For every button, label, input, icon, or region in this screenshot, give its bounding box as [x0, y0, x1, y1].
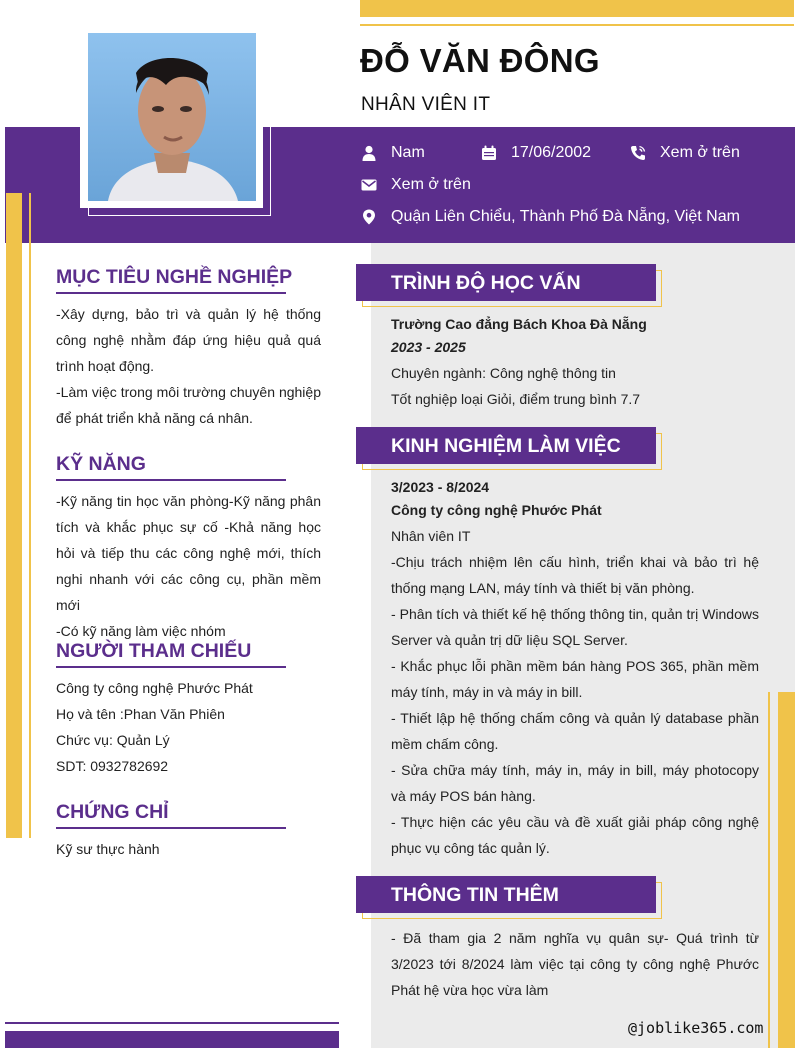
contact-email: [361, 176, 471, 194]
reference-line: SDT: 0932782692: [56, 758, 169, 774]
gender-value: Nam: [391, 144, 425, 161]
email-value: Xem ở trên: [391, 176, 471, 193]
location-icon: [361, 209, 377, 225]
email-icon: [361, 177, 377, 193]
objective-section: [56, 266, 321, 431]
experience-duty: - Thiết lập hệ thống chấm công và quản lý database phần mềm chấm công.: [391, 710, 759, 752]
reference-line: Họ và tên :Phan Văn Phiên: [56, 706, 225, 722]
education-school: Trường Cao đẳng Bách Khoa Đà Nẵng: [391, 316, 647, 332]
experience-content: [391, 477, 759, 861]
experience-duty: - Khắc phục lỗi phần mềm bán hàng POS 365, phần mềm máy tính, máy in và máy in bill.: [391, 658, 759, 700]
experience-duty: - Phân tích và thiết kế hệ thống thông tin, quản trị Windows Server và quản trị dữ liệu SQL Server.: [391, 606, 759, 648]
references-heading: NGƯỜI THAM CHIẾU: [56, 640, 252, 662]
top-gold-line: [360, 24, 794, 26]
experience-duty: - Sửa chữa máy tính, máy in, máy in bill, máy photocopy và máy POS bán hàng.: [391, 762, 759, 804]
objective-line: -Xây dựng, bảo trì và quản lý hệ thống công nghệ nhằm đáp ứng hiệu quả quá trình hoạt động.: [56, 306, 321, 374]
bottom-purple-bar: [5, 1031, 339, 1048]
contact-birthday: [481, 144, 591, 162]
birthday-value: 17/06/2002: [511, 144, 592, 161]
education-content: [391, 314, 759, 412]
certificates-heading: CHỨNG CHỈ: [56, 801, 169, 823]
phone-icon: [630, 145, 646, 161]
experience-duty: -Chịu trách nhiệm lên cấu hình, triển khai và bảo trì hệ thống mạng LAN, máy tính và thiết bị văn phòng.: [391, 554, 759, 596]
skills-heading: KỸ NĂNG: [56, 453, 146, 475]
objective-heading: MỤC TIÊU NGHỀ NGHIỆP: [56, 266, 293, 288]
right-gold-bar: [778, 692, 795, 1048]
references-rule: [56, 666, 286, 668]
experience-duty: - Thực hiện các yêu cầu và đề xuất giải pháp công nghệ phục vụ công tác quản lý.: [391, 814, 759, 856]
top-gold-bar: [360, 0, 794, 17]
additional-content: [391, 925, 759, 1003]
certificates-rule: [56, 827, 286, 829]
phone-value: Xem ở trên: [660, 144, 740, 161]
candidate-name: ĐỖ VĂN ĐÔNG: [360, 42, 600, 79]
skills-line: -Có kỹ năng làm việc nhóm: [56, 623, 226, 639]
experience-company: Công ty công nghệ Phước Phát: [391, 502, 602, 518]
skills-rule: [56, 479, 286, 481]
address-value: Quận Liên Chiểu, Thành Phố Đà Nẵng, Việt Nam: [391, 208, 740, 225]
reference-line: Chức vụ: Quản Lý: [56, 732, 170, 748]
site-watermark: @joblike365.com: [628, 1019, 764, 1037]
bottom-purple-line: [5, 1022, 339, 1024]
calendar-icon: [481, 145, 497, 161]
objective-line: -Làm việc trong môi trường chuyên nghiệp để phát triển khả năng cá nhân.: [56, 384, 321, 426]
education-period: 2023 - 2025: [391, 339, 466, 355]
education-heading: TRÌNH ĐỘ HỌC VẤN: [391, 272, 581, 294]
reference-line: Công ty công nghệ Phước Phát: [56, 680, 253, 696]
objective-rule: [56, 292, 286, 294]
profile-photo: [88, 33, 256, 201]
right-gold-line: [768, 692, 770, 1048]
education-result: Tốt nghiệp loại Giỏi, điểm trung bình 7.7: [391, 391, 641, 407]
certificate-line: Kỹ sư thực hành: [56, 841, 160, 857]
contact-address: [361, 208, 740, 226]
experience-heading: KINH NGHIỆM LÀM VIỆC: [391, 435, 621, 457]
experience-role: Nhân viên IT: [391, 528, 471, 544]
skills-section: [56, 453, 321, 644]
left-gold-line: [29, 193, 31, 838]
left-gold-bar: [6, 193, 22, 838]
certificates-section: [56, 801, 321, 862]
references-section: [56, 640, 321, 779]
user-icon: [361, 145, 377, 161]
skills-line: -Kỹ năng tin học văn phòng-Kỹ năng phân tích và khắc phục sự cố -Khả năng học hỏi và tiếp thu các công nghệ mới, thích nghi nhanh với các công cụ, phần mềm mới: [56, 493, 321, 613]
education-major: Chuyên ngành: Công nghệ thông tin: [391, 365, 616, 381]
experience-period: 3/2023 - 8/2024: [391, 479, 490, 495]
contact-phone: [630, 144, 740, 162]
additional-line: - Đã tham gia 2 năm nghĩa vụ quân sự- Quá trình từ 3/2023 tới 8/2024 làm việc tại công ty công nghệ Phước Phát hệ vừa học vừa làm: [391, 930, 759, 998]
additional-heading: THÔNG TIN THÊM: [391, 884, 559, 906]
contact-gender: [361, 144, 425, 162]
job-title: NHÂN VIÊN IT: [361, 94, 491, 115]
